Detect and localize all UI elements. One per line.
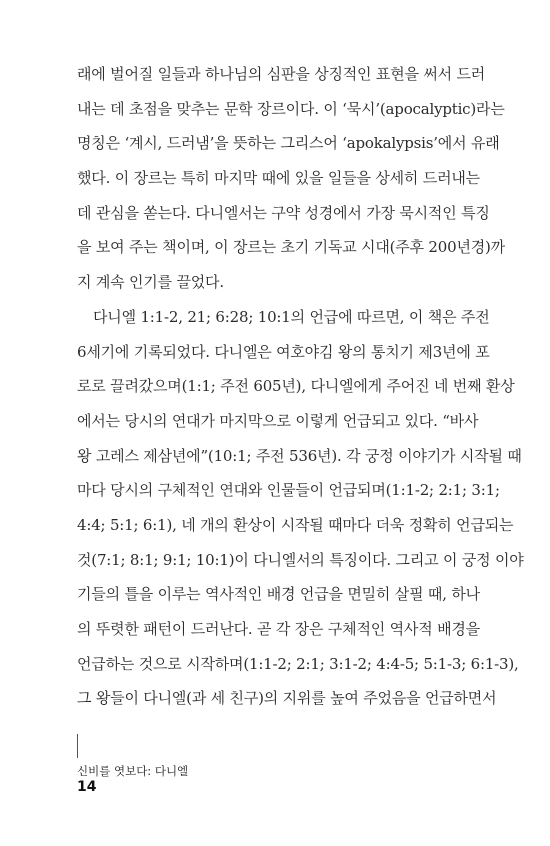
text-line: 을 보여 주는 책이며, 이 장르는 초기 기독교 시대(주후 200년경)까 — [77, 238, 505, 257]
text-line: 마다 당시의 구체적인 연대와 인물들이 언급되며(1:1-2; 2:1; 3:1; — [77, 481, 500, 500]
text-line: 언급하는 것으로 시작하며(1:1-2; 2:1; 3:1-2; 4:4-5; 5:1-3; 6:1-3), — [77, 654, 519, 673]
text-line: 내는 데 초점을 맞추는 문학 장르이다. 이 ‘묵시’(apocalyptic)라는 — [77, 99, 505, 118]
text-line: 에서는 당시의 연대가 마지막으로 이렇게 언급되고 있다. “바사 — [77, 411, 479, 430]
page-number: 14 — [77, 779, 97, 795]
text-line: 6세기에 기록되었다. 다니엘은 여호야김 왕의 통치기 제3년에 포 — [77, 342, 490, 361]
text-line: 의 뚜렷한 패턴이 드러난다. 곧 각 장은 구체적인 역사적 배경을 — [77, 620, 480, 638]
text-line: 데 관심을 쏟는다. 다니엘서는 구약 성경에서 가장 묵시적인 특징 — [77, 203, 490, 222]
text-line-indented: 다니엘 1:1-2, 21; 6:28; 10:1의 언급에 따르면, 이 책은 주전 — [93, 307, 490, 326]
footer-divider — [77, 734, 78, 758]
text-line: 것(7:1; 8:1; 9:1; 10:1)이 다니엘서의 특징이다. 그리고 이 궁정 이야 — [77, 550, 524, 569]
text-line: 기들의 틀을 이루는 역사적인 배경 언급을 면밀히 살필 때, 하나 — [77, 585, 480, 604]
text-line: 했다. 이 장르는 특히 마지막 때에 있을 일들을 상세히 드러내는 — [77, 169, 480, 188]
text-line: 로로 끌려갔으며(1:1; 주전 605년), 다니엘에게 주어진 네 번째 환상 — [77, 377, 515, 396]
text-line: 그 왕들이 다니엘(과 세 친구)의 지위를 높여 주었음을 언급하면서 — [77, 689, 497, 708]
text-line: 4:4; 5:1; 6:1), 네 개의 환상이 시작될 때마다 더욱 정확히 언급되는 — [77, 515, 514, 534]
text-line-last: 지 계속 인기를 끌었다. — [77, 273, 224, 292]
body-text — [77, 65, 524, 725]
text-line: 명칭은 ‘계시, 드러냄’을 뜻하는 그리스어 ‘apokalypsis’에서 유래 — [77, 134, 500, 153]
running-title: 신비를 엿보다: 다니엘 — [77, 764, 189, 778]
text-line: 왕 고레스 제삼년에”(10:1; 주전 536년). 각 궁정 이야기가 시작될 때 — [77, 446, 522, 465]
text-line: 래에 벌어질 일들과 하나님의 심판을 상징적인 표현을 써서 드러 — [77, 65, 486, 83]
